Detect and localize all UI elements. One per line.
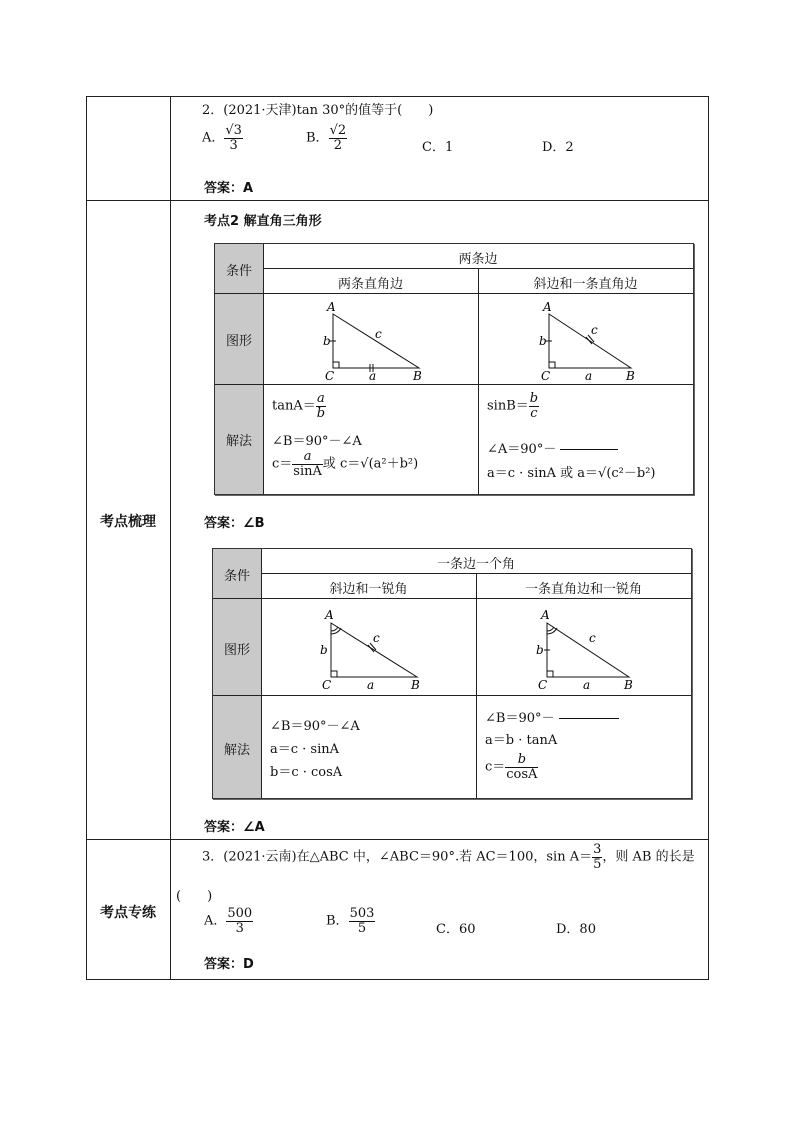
top-header: 两条边 — [458, 252, 498, 267]
option-a-label: A． — [202, 130, 225, 146]
blank-line-2 — [559, 718, 619, 719]
side-label-review: 考点梳理 — [100, 514, 156, 530]
q2-option-b — [306, 124, 347, 152]
svg-text:a: a — [367, 678, 375, 691]
col1-header-2: 斜边和一锐角 — [329, 582, 408, 597]
col2-header: 斜边和一条直角边 — [533, 277, 638, 292]
option-b-denominator: 2 — [333, 137, 342, 153]
triangle-figure-4 — [529, 605, 649, 691]
svg-text:B: B — [626, 369, 635, 382]
svg-text:b: b — [320, 643, 328, 657]
question-3 — [202, 843, 695, 871]
option-a-denominator: 3 — [229, 137, 238, 153]
t2-col1-sol-line3: b＝c · cosA — [270, 765, 343, 780]
table-two-sides — [214, 243, 694, 495]
q2-option-a — [202, 124, 243, 152]
q3-frac-denominator: 5 — [593, 856, 602, 872]
fig-label-2: 图形 — [223, 643, 250, 658]
svg-text:B: B — [411, 678, 420, 691]
table-top-border — [86, 96, 708, 97]
col1-sol-line1: tanA＝ $\frac{a}{b}$ — [272, 391, 326, 421]
svg-text:A: A — [543, 300, 552, 314]
q3-text-part2: ，则 AB 的长是 — [602, 849, 695, 865]
svg-text:b: b — [323, 334, 331, 348]
svg-text:B: B — [624, 678, 633, 691]
svg-text:c: c — [373, 631, 380, 645]
section-title: 考点2 解直角三角形 — [204, 214, 322, 229]
q3-option-d: D．80 — [556, 922, 596, 937]
q3-option-c: C．60 — [436, 922, 476, 937]
question-2: 2．(2021·天津)tan 30°的值等于( ) — [202, 103, 434, 118]
svg-text:A: A — [541, 608, 550, 622]
table-side-angle — [212, 548, 692, 799]
column-divider — [170, 96, 171, 980]
svg-text:C: C — [322, 678, 332, 691]
table-bottom-border — [86, 979, 708, 980]
q3-frac-numerator: 3 — [593, 842, 602, 857]
svg-text:B: B — [413, 369, 422, 382]
table-left-border — [86, 96, 87, 980]
svg-text:a: a — [369, 369, 377, 382]
blank-line — [560, 449, 618, 450]
q3-answer: 答案：D — [204, 957, 254, 972]
t2-col2-sol-line1: ∠B＝90°－ — [485, 707, 619, 726]
q2-option-c: C．1 — [422, 140, 454, 155]
svg-text:c: c — [589, 631, 596, 645]
col2-sol-line3: a＝c · sinA 或 a＝√(c²－b²) — [487, 466, 656, 481]
table-right-border — [708, 96, 709, 980]
q3-option-b: B． $\frac{503}{5}$ — [326, 906, 375, 936]
t2-col1-sol-line2: a＝c · sinA — [270, 742, 340, 757]
sol-label: 解法 — [225, 434, 252, 449]
svg-text:A: A — [325, 608, 334, 622]
option-a-numerator: √3 — [225, 123, 242, 138]
svg-text:a: a — [585, 369, 593, 382]
side-label-practice: 考点专练 — [100, 905, 156, 921]
row-header-bg-2 — [213, 598, 261, 798]
svg-text:a: a — [583, 678, 591, 691]
answer-table2: 答案：∠A — [204, 820, 265, 835]
option-b-label: B． — [306, 130, 329, 146]
cond-label: 条件 — [225, 264, 252, 279]
svg-text:C: C — [538, 678, 548, 691]
col2-sol-line1: sinB＝ $\frac{b}{c}$ — [487, 391, 539, 421]
triangle-figure-2 — [531, 298, 651, 382]
row-divider-1 — [86, 200, 708, 201]
t2-col2-sol-line3: c＝ $\frac{b}{\cos A}$ — [485, 752, 538, 782]
top-header-2: 一条边一个角 — [436, 557, 515, 572]
q3-text-part1: 3．(2021·云南)在△ABC 中，∠ABC＝90°.若 AC＝100，sin A＝ — [202, 849, 593, 865]
svg-text:C: C — [325, 369, 335, 382]
col2-sol-line2: ∠A＝90°－ — [487, 438, 618, 457]
svg-text:b: b — [536, 643, 544, 657]
svg-text:A: A — [327, 300, 336, 314]
triangle-figure-3 — [313, 605, 433, 691]
svg-text:c: c — [591, 323, 598, 337]
svg-text:c: c — [375, 327, 382, 341]
q3-paren: ( ) — [176, 889, 213, 904]
q2-option-d: D．2 — [542, 140, 574, 155]
fig-label: 图形 — [225, 334, 252, 349]
option-b-numerator: √2 — [329, 123, 347, 138]
svg-text:C: C — [541, 369, 551, 382]
col1-sol-line3: c＝ $\frac{a}{\sin A}$ 或 c＝√(a²＋b²) — [272, 449, 419, 479]
q3-option-a: A． $\frac{500}{3}$ — [204, 906, 253, 936]
answer-table1: 答案：∠B — [204, 516, 265, 531]
t2-col2-sol-line2: a＝b · tanA — [485, 733, 558, 748]
sol-label-2: 解法 — [223, 743, 250, 758]
t2-col1-sol-line1: ∠B＝90°－∠A — [270, 719, 360, 734]
svg-text:b: b — [539, 334, 547, 348]
row-divider-2 — [86, 839, 708, 840]
row-header-bg — [215, 293, 263, 494]
col1-header: 两条直角边 — [337, 277, 403, 292]
triangle-figure-1 — [315, 298, 435, 382]
col2-header-2: 一条直角边和一锐角 — [524, 582, 642, 597]
col1-sol-line2: ∠B＝90°－∠A — [272, 434, 362, 449]
q2-answer: 答案：A — [204, 181, 254, 196]
cond-label-2: 条件 — [223, 569, 250, 584]
